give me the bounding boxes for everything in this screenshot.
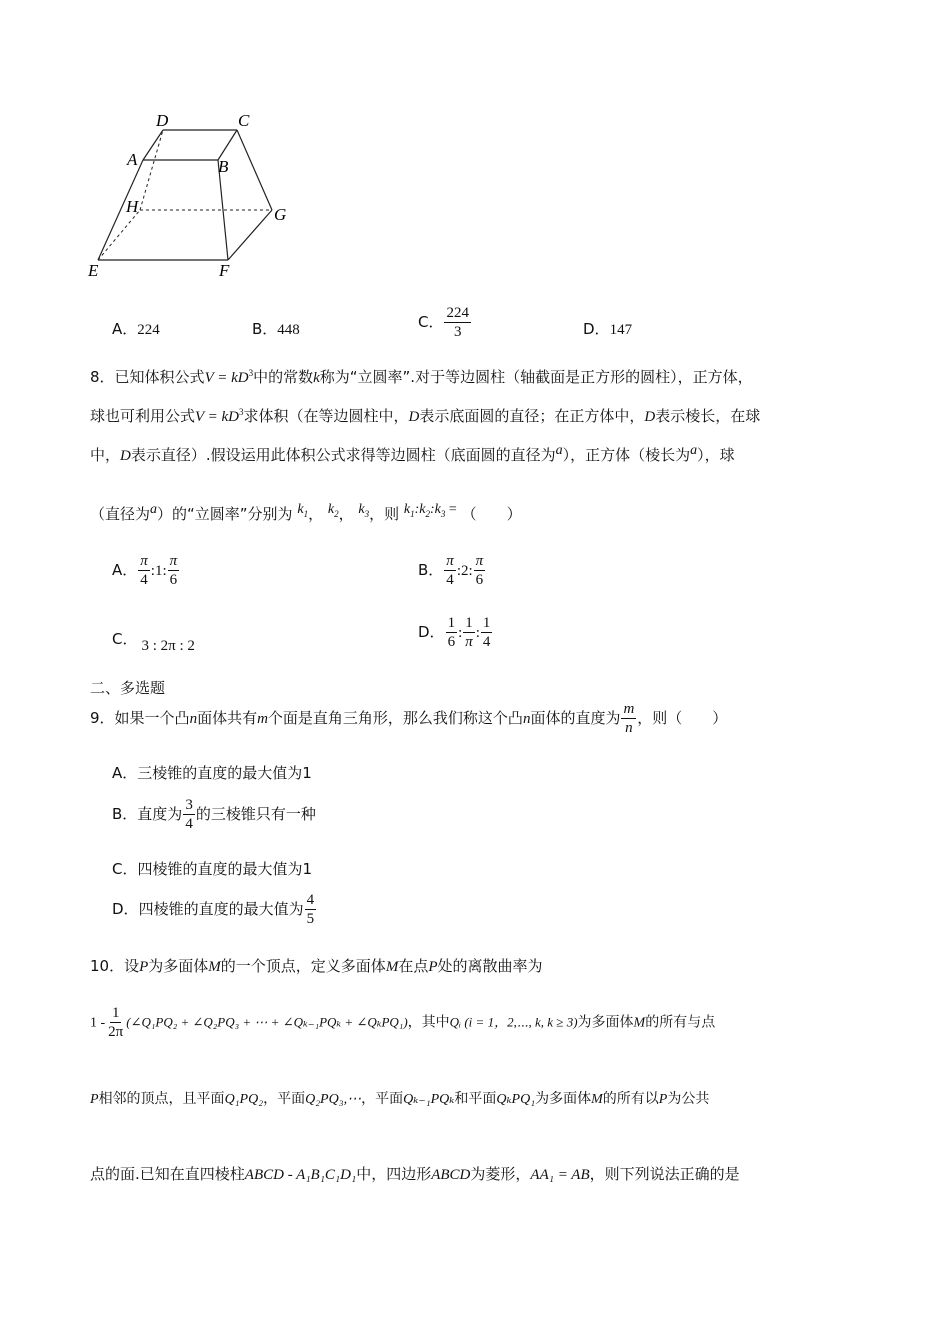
q7-option-c[interactable]: [418, 304, 472, 341]
q10-formula-line: 1 - $\frac{1}{2\pi}$ (∠Q₁PQ₂ + ∠Q₂PQ₃ + ⋯ + ∠Qₖ₋₁PQₖ + ∠QₖPQ₁)，其中Qᵢ (i = 1，2,⋯, k, k ≥ 3)为多面体M的所有与点: [90, 1005, 716, 1040]
q7-option-d[interactable]: [583, 318, 632, 339]
q10-line1: 10．设P为多面体M的一个顶点，定义多面体M在点P处的离散曲率为: [90, 957, 543, 975]
label-E: E: [88, 261, 99, 280]
q9-option-a[interactable]: A．三棱锥的直度的最大值为1: [112, 764, 312, 782]
q7-option-a[interactable]: [112, 318, 160, 339]
label-D: D: [156, 111, 169, 130]
q8-line2: 球也可利用公式$V = kD^3$求体积（在等边圆柱中，D表示底面圆的直径；在正方体中，D表示棱长，在球: [90, 407, 761, 425]
option-letter: D．: [583, 320, 610, 338]
section-heading: 二、多选题: [90, 679, 166, 697]
q8-option-b[interactable]: B． $\frac{\pi}{4}$ :2: $\frac{\pi}{6}$: [418, 553, 484, 588]
q9-option-b[interactable]: B．直度为 $\frac{3}{4}$ 的三棱锥只有一种: [112, 797, 316, 832]
label-F: F: [219, 261, 230, 280]
option-letter: C．: [418, 313, 444, 331]
q9-option-c[interactable]: C．四棱锥的直度的最大值为1: [112, 860, 313, 878]
q10-line3: P相邻的顶点，且平面Q₁PQ₂，平面Q₂PQ₃,⋯，平面Qₖ₋₁PQₖ和平面QₖPQ₁为多面体M的所有以P为公共: [90, 1091, 710, 1107]
frustum-figure: [80, 110, 310, 285]
q9-option-d[interactable]: D．四棱锥的直度的最大值为 $\frac{4}{5}$: [112, 892, 315, 927]
label-C: C: [238, 111, 250, 130]
q8-line3: 中，D表示直径）.假设运用此体积公式求得等边圆柱（底面圆的直径为$^a$），正方体（棱长为$^a$），球: [90, 443, 735, 464]
label-G: G: [274, 205, 287, 224]
q7-option-b[interactable]: [252, 318, 300, 339]
q9-stem: 9．如果一个凸n面体共有m个面是直角三角形，那么我们称这个凸n面体的直度为 $\frac{m}{n}$ ，则（ ）: [90, 701, 728, 736]
q8-line4: （直径为$^a$）的“立圆率”分别为 $^{k_1}$， $^{k_2}$， $^{k_3}$，则 $^{k_1:k_2:k_3 =}$ （ ）: [90, 502, 522, 523]
option-letter: A．: [112, 320, 138, 338]
q8-option-c[interactable]: C． 3 : 2π : 2: [112, 630, 195, 654]
q8-line1: 8．已知体积公式$V = kD^3$中的常数k称为“立圆率”.对于等边圆柱（轴截面是正方形的圆柱），正方体，: [90, 368, 753, 386]
fraction: $\frac{224}{3}$: [446, 305, 469, 340]
option-text: 147: [609, 322, 633, 338]
label-H: H: [126, 197, 139, 216]
option-text: 448: [277, 322, 300, 338]
label-A: A: [127, 150, 138, 169]
q8-option-a[interactable]: A． $\frac{\pi}{4}$ :1: $\frac{\pi}{6}$: [112, 553, 178, 588]
q8-option-d[interactable]: D． $\frac{1}{6}$ : $\frac{1}{\pi}$ : $\frac{1}{4}$: [418, 615, 491, 650]
q10-line4: 点的面.已知在直四棱柱ABCD - A₁B₁C₁D₁中，四边形ABCD为菱形，AA₁ = AB，则下列说法正确的是: [90, 1165, 740, 1183]
label-B: B: [218, 157, 229, 176]
option-text: 224: [137, 322, 160, 338]
option-letter: B．: [252, 320, 278, 338]
